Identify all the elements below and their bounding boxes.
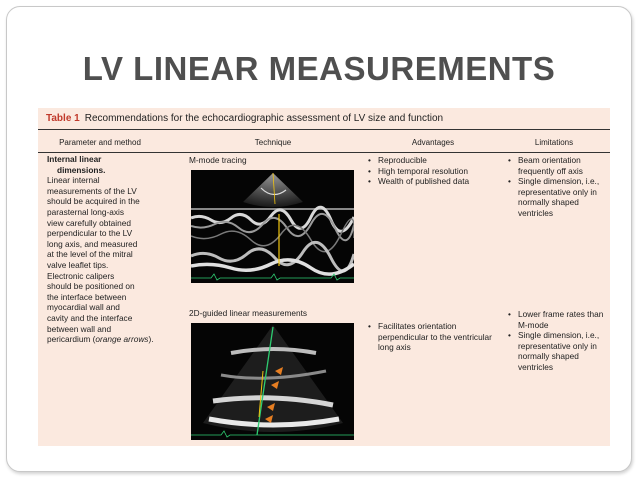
parameter-line: long axis, and measured bbox=[47, 238, 138, 249]
parameter-cell bbox=[47, 154, 167, 345]
parameter-line: at the level of the mitral bbox=[47, 249, 133, 260]
parameter-line: cavity and the interface bbox=[47, 312, 133, 323]
parameter-line-tail: ). bbox=[148, 334, 154, 345]
column-header-limitations: Limitations bbox=[534, 138, 574, 147]
advantage-item: • Facilitates orientation perpendicular to the ventricular long axis bbox=[368, 321, 496, 353]
table-caption-text: Recommendations for the echocardiographic assessment of LV size and function bbox=[84, 113, 444, 124]
advantage-item: • Reproducible bbox=[368, 155, 496, 166]
table-number: Table 1 bbox=[46, 113, 80, 124]
limitation-item: • Single dimension, i.e., representative only in normally shaped ventricles bbox=[508, 330, 608, 372]
parameter-line: pericardium ( bbox=[47, 334, 96, 345]
parameter-line: measurements of the LV bbox=[47, 185, 137, 196]
parameter-line: parasternal long-axis bbox=[47, 206, 125, 217]
advantage-item: • High temporal resolution bbox=[368, 166, 496, 177]
parameter-line: between wall and bbox=[47, 323, 112, 334]
table-top-rule bbox=[38, 129, 610, 130]
parameter-line: Electronic calipers bbox=[47, 270, 115, 281]
advantage-item: • Wealth of published data bbox=[368, 176, 496, 187]
header-bottom-rule bbox=[38, 152, 610, 153]
two-d-echo-graphic bbox=[191, 323, 354, 440]
technique-2d-label: 2D-guided linear measurements bbox=[189, 308, 308, 318]
orange-arrows-note: orange arrows bbox=[95, 334, 149, 345]
parameter-line: should be positioned on bbox=[47, 281, 135, 292]
parameter-line: valve leaflet tips. bbox=[47, 259, 109, 270]
two-d-echo-image bbox=[191, 323, 354, 440]
mmode-echo-image bbox=[191, 170, 354, 283]
mmode-echo-graphic bbox=[191, 170, 354, 283]
limitations-cell-2d bbox=[508, 309, 608, 373]
parameter-heading-line2: dimensions. bbox=[57, 164, 106, 175]
advantages-cell-2d bbox=[368, 321, 496, 353]
column-header-technique: Technique bbox=[254, 138, 292, 147]
limitation-item: • Single dimension, i.e., representative only in normally shaped ventricles bbox=[508, 176, 608, 218]
limitation-item: • Beam orientation frequently off axis bbox=[508, 155, 608, 176]
parameter-line: the interface between bbox=[47, 291, 127, 302]
slide-title: LV LINEAR MEASUREMENTS bbox=[82, 50, 556, 87]
parameter-last-line bbox=[47, 334, 167, 345]
parameter-heading-line1: Internal linear bbox=[47, 154, 102, 164]
parameter-line: view carefully obtained bbox=[47, 217, 131, 228]
advantages-cell-mmode bbox=[368, 155, 496, 187]
column-header-parameter: Parameter and method bbox=[59, 138, 141, 147]
parameter-line: perpendicular to the LV bbox=[47, 228, 133, 239]
limitations-cell-mmode bbox=[508, 155, 608, 219]
limitation-item: • Lower frame rates than M-mode bbox=[508, 309, 608, 330]
column-header-advantages: Advantages bbox=[411, 138, 455, 147]
parameter-line: myocardial wall and bbox=[47, 302, 120, 313]
table-caption bbox=[46, 113, 443, 124]
recommendations-table bbox=[38, 108, 610, 446]
parameter-line: should be acquired in the bbox=[47, 196, 140, 207]
parameter-line: Linear internal bbox=[47, 175, 100, 186]
technique-mmode-label: M-mode tracing bbox=[189, 155, 247, 165]
